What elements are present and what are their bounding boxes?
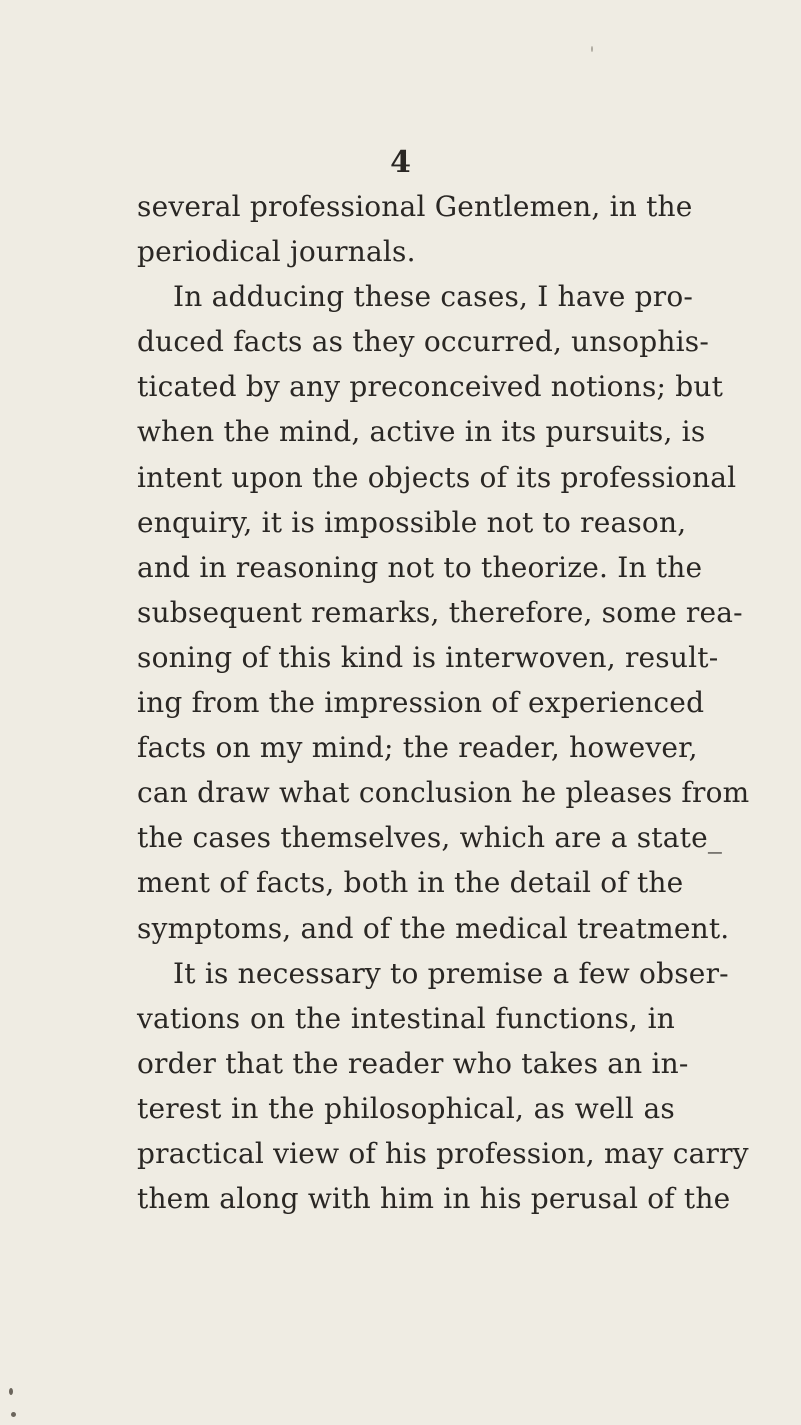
paper-speck: [9, 1388, 13, 1395]
text-line-10: subsequent remarks, therefore, some rea-: [137, 595, 743, 629]
body-text: [137, 184, 750, 1221]
text-line-17: symptoms, and of the medical treatment.: [137, 911, 730, 945]
text-line-2: periodical journals.: [137, 235, 416, 269]
text-line-22: practical view of his profession, may carry: [137, 1136, 749, 1170]
text-line-21: terest in the philosophical, as well as: [137, 1091, 675, 1125]
text-line-3: In adducing these cases, I have pro-: [173, 280, 694, 314]
text-line-12: ing from the impression of experienced: [137, 686, 705, 720]
text-line-8: enquiry, it is impossible not to reason,: [137, 505, 687, 539]
text-line-15: the cases themselves, which are a state_: [137, 821, 723, 855]
text-line-5: ticated by any preconceived notions; but: [137, 370, 724, 404]
text-line-7: intent upon the objects of its professional: [137, 460, 737, 494]
text-line-20: order that the reader who takes an in-: [137, 1046, 689, 1080]
text-line-4: duced facts as they occurred, unsophis-: [137, 325, 709, 359]
paper-speck: [591, 46, 593, 52]
paper-speck: [11, 1412, 16, 1417]
text-line-1: several professional Gentlemen, in the: [137, 190, 693, 223]
text-line-11: soning of this kind is interwoven, result-: [137, 640, 719, 674]
text-line-14: can draw what conclusion he pleases from: [137, 776, 750, 810]
text-line-18: It is necessary to premise a few obser-: [173, 956, 729, 990]
text-line-16: ment of facts, both in the detail of the: [137, 866, 684, 900]
text-line-23: them along with him in his perusal of the: [137, 1182, 731, 1216]
text-line-9: and in reasoning not to theorize. In the: [137, 550, 703, 584]
text-line-19: vations on the intestinal functions, in: [137, 1001, 675, 1035]
text-line-13: facts on my mind; the reader, however,: [137, 731, 698, 765]
text-line-6: when the mind, active in its pursuits, is: [137, 415, 706, 449]
page-number: 4: [390, 145, 411, 180]
